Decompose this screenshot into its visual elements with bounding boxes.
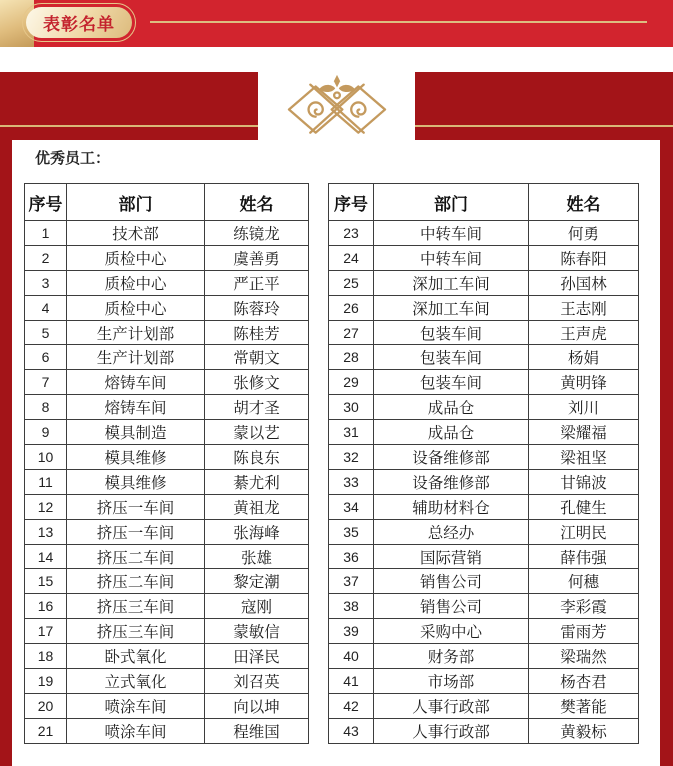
department-cell: 市场部 bbox=[374, 669, 529, 694]
row-number-cell: 39 bbox=[329, 619, 374, 644]
department-cell: 财务部 bbox=[374, 644, 529, 669]
name-cell: 陈春阳 bbox=[529, 245, 639, 270]
department-cell: 深加工车间 bbox=[374, 270, 529, 295]
department-cell: 包装车间 bbox=[374, 370, 529, 395]
name-cell: 李彩霞 bbox=[529, 594, 639, 619]
row-number-cell: 37 bbox=[329, 569, 374, 594]
table-row bbox=[329, 320, 639, 345]
row-number-cell: 7 bbox=[25, 370, 67, 395]
department-cell: 喷涂车间 bbox=[67, 718, 205, 743]
department-cell: 成品仓 bbox=[374, 395, 529, 420]
table-row bbox=[25, 644, 309, 669]
department-cell: 生产计划部 bbox=[67, 345, 205, 370]
awards-table-right bbox=[328, 183, 639, 744]
table-row bbox=[329, 221, 639, 246]
department-cell: 销售公司 bbox=[374, 594, 529, 619]
row-number-cell: 6 bbox=[25, 345, 67, 370]
table-row bbox=[329, 295, 639, 320]
name-cell: 孙国林 bbox=[529, 270, 639, 295]
table-row bbox=[329, 345, 639, 370]
department-cell: 中转车间 bbox=[374, 245, 529, 270]
right-red-strip bbox=[660, 140, 673, 766]
badge-label: 表彰名单 bbox=[43, 15, 115, 34]
name-cell: 江明民 bbox=[529, 519, 639, 544]
name-cell: 程维国 bbox=[205, 718, 309, 743]
row-number-cell: 4 bbox=[25, 295, 67, 320]
department-cell: 国际营销 bbox=[374, 544, 529, 569]
name-cell: 严正平 bbox=[205, 270, 309, 295]
department-cell: 生产计划部 bbox=[67, 320, 205, 345]
header-row bbox=[25, 184, 309, 221]
row-number-cell: 8 bbox=[25, 395, 67, 420]
name-cell: 杨娟 bbox=[529, 345, 639, 370]
row-number-cell: 32 bbox=[329, 445, 374, 470]
row-number-cell: 25 bbox=[329, 270, 374, 295]
row-number-cell: 13 bbox=[25, 519, 67, 544]
department-cell: 销售公司 bbox=[374, 569, 529, 594]
row-number-cell: 35 bbox=[329, 519, 374, 544]
department-cell: 设备维修部 bbox=[374, 445, 529, 470]
row-number-cell: 42 bbox=[329, 693, 374, 718]
row-number-cell: 23 bbox=[329, 221, 374, 246]
row-number-cell: 28 bbox=[329, 345, 374, 370]
name-cell: 张海峰 bbox=[205, 519, 309, 544]
name-cell: 胡才圣 bbox=[205, 395, 309, 420]
name-cell: 雷雨芳 bbox=[529, 619, 639, 644]
department-cell: 模具维修 bbox=[67, 469, 205, 494]
name-cell: 常朝文 bbox=[205, 345, 309, 370]
commendation-list-badge bbox=[26, 7, 132, 38]
row-number-cell: 33 bbox=[329, 469, 374, 494]
table-row bbox=[329, 569, 639, 594]
row-number-cell: 34 bbox=[329, 494, 374, 519]
department-cell: 深加工车间 bbox=[374, 295, 529, 320]
row-number-cell: 17 bbox=[25, 619, 67, 644]
name-cell: 何勇 bbox=[529, 221, 639, 246]
department-cell: 立式氧化 bbox=[67, 669, 205, 694]
name-cell: 陈良东 bbox=[205, 445, 309, 470]
name-cell: 张雄 bbox=[205, 544, 309, 569]
name-cell: 黄毅标 bbox=[529, 718, 639, 743]
department-cell: 喷涂车间 bbox=[67, 693, 205, 718]
name-cell: 刘川 bbox=[529, 395, 639, 420]
table-row bbox=[25, 221, 309, 246]
table-row bbox=[329, 494, 639, 519]
department-cell: 中转车间 bbox=[374, 221, 529, 246]
table-row bbox=[25, 370, 309, 395]
name-cell: 陈蓉玲 bbox=[205, 295, 309, 320]
row-number-cell: 18 bbox=[25, 644, 67, 669]
row-number-cell: 20 bbox=[25, 693, 67, 718]
table-row bbox=[25, 693, 309, 718]
table-row bbox=[25, 345, 309, 370]
section-title: 优秀员工： bbox=[35, 150, 111, 167]
dark-red-band bbox=[0, 72, 673, 140]
table-row bbox=[25, 544, 309, 569]
department-cell: 包装车间 bbox=[374, 320, 529, 345]
table-row bbox=[329, 420, 639, 445]
department-cell: 包装车间 bbox=[374, 345, 529, 370]
row-number-cell: 15 bbox=[25, 569, 67, 594]
header-row bbox=[329, 184, 639, 221]
col-header-department: 部门 bbox=[374, 184, 529, 221]
row-number-cell: 38 bbox=[329, 594, 374, 619]
row-number-cell: 3 bbox=[25, 270, 67, 295]
row-number-cell: 21 bbox=[25, 718, 67, 743]
name-cell: 樊著能 bbox=[529, 693, 639, 718]
name-cell: 梁瑞然 bbox=[529, 644, 639, 669]
name-cell: 黄祖龙 bbox=[205, 494, 309, 519]
table-row bbox=[25, 445, 309, 470]
department-cell: 质检中心 bbox=[67, 295, 205, 320]
name-cell: 梁祖坚 bbox=[529, 445, 639, 470]
department-cell: 人事行政部 bbox=[374, 693, 529, 718]
department-cell: 挤压二车间 bbox=[67, 569, 205, 594]
department-cell: 挤压三车间 bbox=[67, 594, 205, 619]
department-cell: 辅助材料仓 bbox=[374, 494, 529, 519]
table-row bbox=[25, 395, 309, 420]
row-number-cell: 31 bbox=[329, 420, 374, 445]
table-row bbox=[25, 270, 309, 295]
table-row bbox=[329, 370, 639, 395]
department-cell: 人事行政部 bbox=[374, 718, 529, 743]
col-header-name: 姓名 bbox=[205, 184, 309, 221]
name-cell: 蒙敏信 bbox=[205, 619, 309, 644]
row-number-cell: 16 bbox=[25, 594, 67, 619]
table-row bbox=[329, 594, 639, 619]
department-cell: 卧式氧化 bbox=[67, 644, 205, 669]
table-row bbox=[25, 420, 309, 445]
row-number-cell: 19 bbox=[25, 669, 67, 694]
department-cell: 成品仓 bbox=[374, 420, 529, 445]
row-number-cell: 26 bbox=[329, 295, 374, 320]
row-number-cell: 27 bbox=[329, 320, 374, 345]
row-number-cell: 10 bbox=[25, 445, 67, 470]
table-row bbox=[25, 594, 309, 619]
name-cell: 黎定潮 bbox=[205, 569, 309, 594]
table-row bbox=[329, 469, 639, 494]
row-number-cell: 11 bbox=[25, 469, 67, 494]
department-cell: 总经办 bbox=[374, 519, 529, 544]
name-cell: 甘锦波 bbox=[529, 469, 639, 494]
name-cell: 田泽民 bbox=[205, 644, 309, 669]
emblem-notch bbox=[258, 72, 415, 140]
table-row bbox=[329, 669, 639, 694]
gold-divider-line bbox=[150, 21, 647, 23]
table-row bbox=[25, 669, 309, 694]
col-header-number: 序号 bbox=[329, 184, 374, 221]
row-number-cell: 29 bbox=[329, 370, 374, 395]
table-row bbox=[329, 693, 639, 718]
department-cell: 挤压二车间 bbox=[67, 544, 205, 569]
table-row bbox=[329, 544, 639, 569]
name-cell: 王声虎 bbox=[529, 320, 639, 345]
name-cell: 杨杏君 bbox=[529, 669, 639, 694]
row-number-cell: 41 bbox=[329, 669, 374, 694]
table-row bbox=[25, 519, 309, 544]
col-header-name: 姓名 bbox=[529, 184, 639, 221]
name-cell: 张修文 bbox=[205, 370, 309, 395]
name-cell: 薛伟强 bbox=[529, 544, 639, 569]
row-number-cell: 14 bbox=[25, 544, 67, 569]
table-row bbox=[25, 494, 309, 519]
table-row bbox=[25, 619, 309, 644]
col-header-number: 序号 bbox=[25, 184, 67, 221]
col-header-department: 部门 bbox=[67, 184, 205, 221]
department-cell: 挤压一车间 bbox=[67, 494, 205, 519]
table-row bbox=[329, 445, 639, 470]
department-cell: 质检中心 bbox=[67, 245, 205, 270]
department-cell: 挤压一车间 bbox=[67, 519, 205, 544]
table-row bbox=[329, 619, 639, 644]
gold-knot-emblem-icon bbox=[274, 74, 400, 138]
department-cell: 熔铸车间 bbox=[67, 370, 205, 395]
name-cell: 刘召英 bbox=[205, 669, 309, 694]
name-cell: 黄明锋 bbox=[529, 370, 639, 395]
name-cell: 练镜龙 bbox=[205, 221, 309, 246]
row-number-cell: 5 bbox=[25, 320, 67, 345]
left-red-strip bbox=[0, 140, 12, 766]
table-row bbox=[25, 718, 309, 743]
department-cell: 模具制造 bbox=[67, 420, 205, 445]
department-cell: 质检中心 bbox=[67, 270, 205, 295]
awards-table-left bbox=[24, 183, 309, 744]
table-row bbox=[329, 395, 639, 420]
name-cell: 孔健生 bbox=[529, 494, 639, 519]
name-cell: 何穗 bbox=[529, 569, 639, 594]
table-row bbox=[329, 644, 639, 669]
top-banner bbox=[0, 0, 673, 47]
name-cell: 寇刚 bbox=[205, 594, 309, 619]
department-cell: 熔铸车间 bbox=[67, 395, 205, 420]
table-row bbox=[329, 519, 639, 544]
row-number-cell: 40 bbox=[329, 644, 374, 669]
awards-table-left-wrap bbox=[24, 183, 309, 744]
table-row bbox=[329, 718, 639, 743]
row-number-cell: 24 bbox=[329, 245, 374, 270]
department-cell: 采购中心 bbox=[374, 619, 529, 644]
table-row bbox=[25, 295, 309, 320]
table-row bbox=[25, 245, 309, 270]
name-cell: 梁耀福 bbox=[529, 420, 639, 445]
table-row bbox=[25, 320, 309, 345]
name-cell: 虞善勇 bbox=[205, 245, 309, 270]
row-number-cell: 43 bbox=[329, 718, 374, 743]
name-cell: 綦尤利 bbox=[205, 469, 309, 494]
row-number-cell: 36 bbox=[329, 544, 374, 569]
department-cell: 设备维修部 bbox=[374, 469, 529, 494]
row-number-cell: 30 bbox=[329, 395, 374, 420]
name-cell: 王志刚 bbox=[529, 295, 639, 320]
awards-table-right-wrap bbox=[328, 183, 639, 744]
row-number-cell: 1 bbox=[25, 221, 67, 246]
content-card bbox=[12, 140, 660, 766]
table-row bbox=[329, 270, 639, 295]
table-row bbox=[25, 469, 309, 494]
row-number-cell: 2 bbox=[25, 245, 67, 270]
table-row bbox=[25, 569, 309, 594]
name-cell: 陈桂芳 bbox=[205, 320, 309, 345]
badge-ring bbox=[22, 3, 136, 42]
name-cell: 向以坤 bbox=[205, 693, 309, 718]
row-number-cell: 12 bbox=[25, 494, 67, 519]
department-cell: 技术部 bbox=[67, 221, 205, 246]
department-cell: 挤压三车间 bbox=[67, 619, 205, 644]
row-number-cell: 9 bbox=[25, 420, 67, 445]
table-row bbox=[329, 245, 639, 270]
department-cell: 模具维修 bbox=[67, 445, 205, 470]
name-cell: 蒙以艺 bbox=[205, 420, 309, 445]
